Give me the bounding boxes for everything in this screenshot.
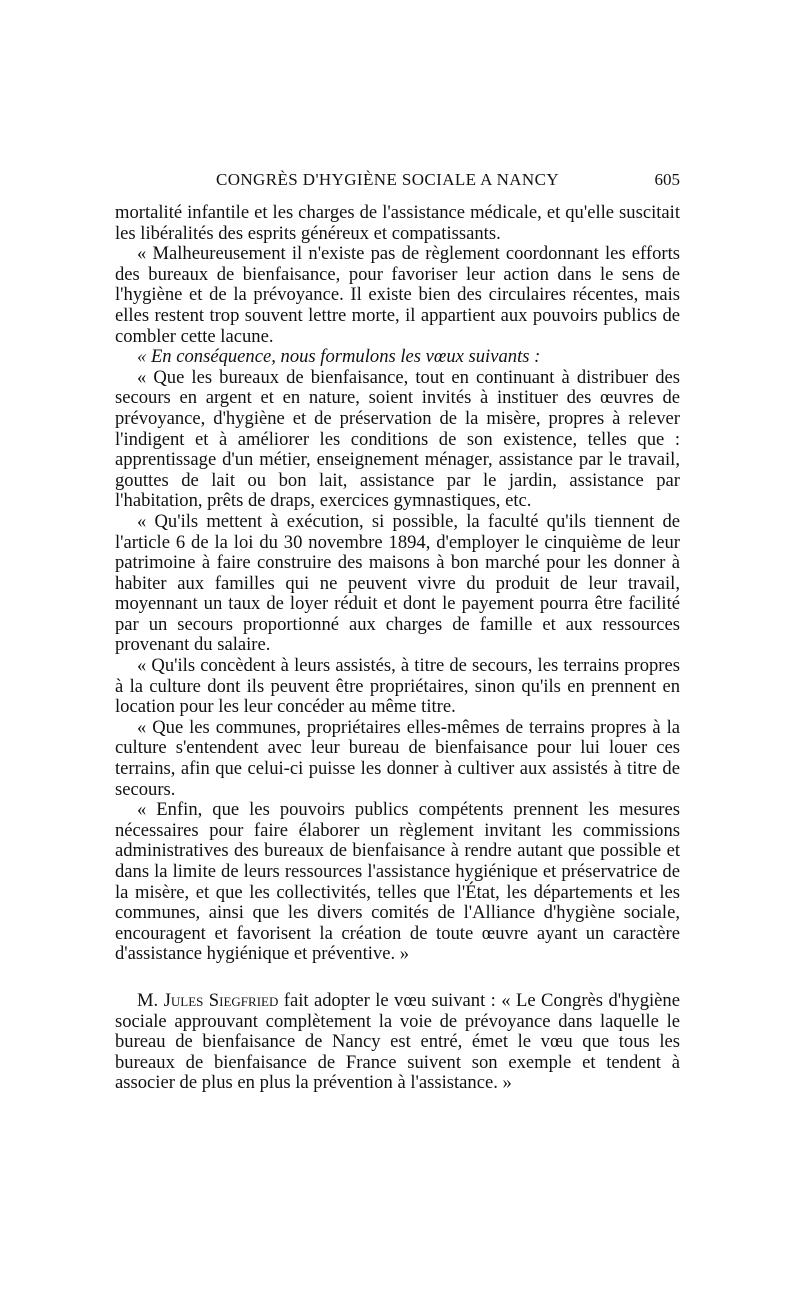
paragraph: « Malheureusement il n'existe pas de règlement coordonnant les efforts des bureaux de bienfaisance, pour favoriser leur action dans le sens de l'hygiène et de la prévoyance. Il existe bien des circulaires récentes, mais elles restent trop souvent lettre morte, il appartient aux pouvoirs publics de combler cette lacune. xyxy=(115,243,680,347)
closing-text: fait adopter le vœu suivant : « Le Congrès d'hygiène sociale approuvant complètement la voie de prévoyance dans laquelle le bureau de bienfaisance de Nancy est entré, émet le vœu que tous les bureaux de bienfaisance de France suivent son exemple et tendent à associer de plus en plus la prévention à l'assistance. » xyxy=(115,989,680,1094)
closing-paragraph xyxy=(115,991,680,1094)
paragraph: « Que les communes, propriétaires elles-mêmes de terrains propres à la culture s'entendent avec leur bureau de bienfaisance pour lui louer ces terrains, afin que celui-ci puisse les donner à cultiver aux assistés à titre de secours. xyxy=(115,716,680,800)
paragraph: « Qu'ils concèdent à leurs assistés, à titre de secours, les terrains propres à la culture dont ils peuvent être propriétaires, sinon qu'ils en prennent en location pour les leur concéder au même titre. xyxy=(115,655,680,718)
paragraph: « Enfin, que les pouvoirs publics compétents prennent les mesures nécessaires pour faire élaborer un règlement invitant les commissions administratives des bureaux de bienfaisance à rendre autant que possible et dans la limite de leurs ressources l'assistance hygiénique et préservatrice de la misère, et que les collectivités, telles que l'État, les départements et les communes, ainsi que les divers comités de l'Alliance d'hygiène sociale, encouragent et favorisent la création de toute œuvre ayant un caractère d'assistance hygiénique et préventive. » xyxy=(115,799,680,965)
speaker-name: Jules Siegfried xyxy=(163,989,279,1011)
section-gap xyxy=(115,965,680,991)
running-head xyxy=(115,170,680,194)
paragraph: « Qu'ils mettent à exécution, si possible, la faculté qu'ils tiennent de l'article 6 de la loi du 30 novembre 1894, d'employer le cinquième de leur patrimoine à faire construire des maisons à bon marché pour les donner à habiter aux familles qui ne peuvent vivre du produit de leur travail, moyennant un taux de loyer réduit et dont le payement pourra être facilité par un secours proportionné aux charges de famille et aux ressources provenant du salaire. xyxy=(115,510,680,656)
body-text xyxy=(115,203,680,1094)
running-title: CONGRÈS D'HYGIÈNE SOCIALE A NANCY xyxy=(215,170,560,189)
paragraph: mortalité infantile et les charges de l'assistance médicale, et qu'elle suscitait les libéralités des esprits généreux et compatissants. xyxy=(115,202,680,244)
resolution-intro: « En conséquence, nous formulons les vœux suivants : xyxy=(137,346,541,368)
closing-prefix: M. xyxy=(137,989,164,1011)
page-number: 605 xyxy=(654,170,680,189)
paragraph: « Que les bureaux de bienfaisance, tout en continuant à distribuer des secours en argent et en nature, soient invités à instituer des œuvres de prévoyance, d'hygiène et de préservation de la misère, propres à relever l'indigent et à améliorer les conditions de son existence, telles que : apprentissage d'un métier, enseignement ménager, assistance par le travail, gouttes de lait ou bon lait, assistance par le jardin, assistance par l'habitation, prêts de draps, exercices gymnastiques, etc. xyxy=(115,366,680,512)
